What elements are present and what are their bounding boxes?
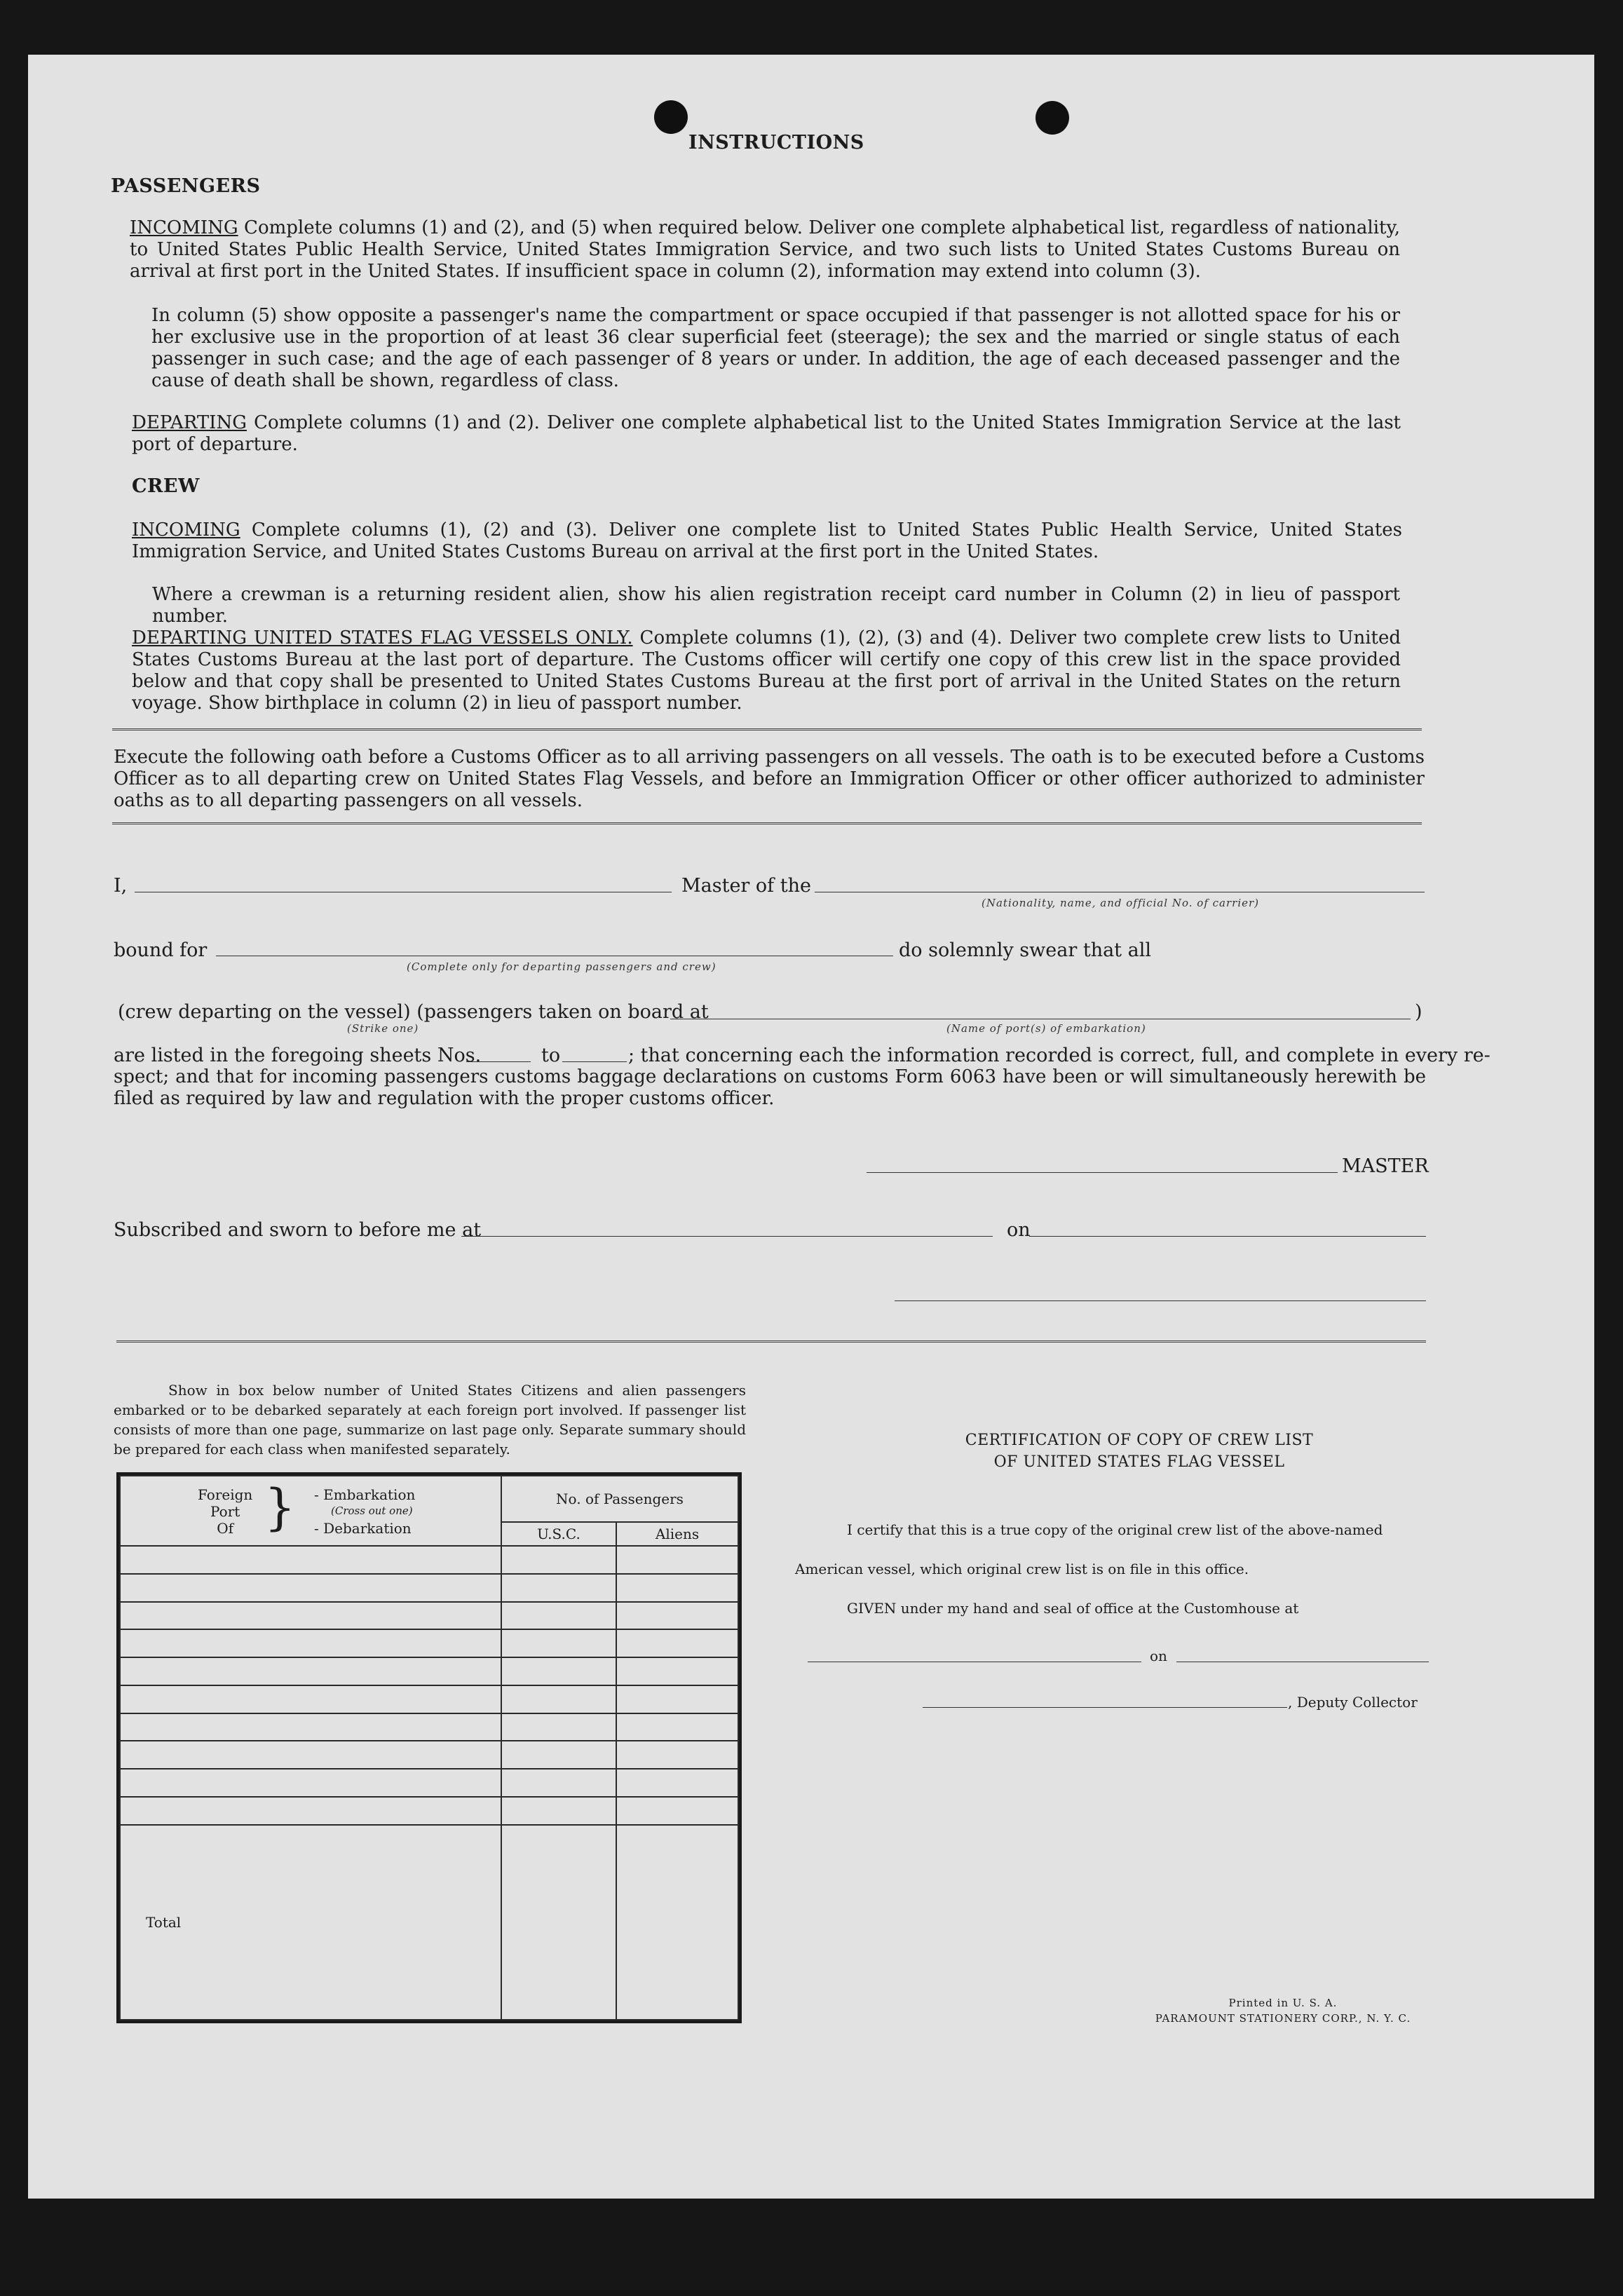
embarkation-option[interactable]: - Embarkation — [314, 1486, 416, 1503]
port-cell[interactable] — [120, 1574, 501, 1602]
column5-para: In column (5) show opposite a passenger's name the compartment or space occupied if that passenger is not allotted space for his or her exclusive use in the proportion of at least 36 clear superficial feet (steerage); the sex and the married or single status of each passenger in such case; and the age of each passenger of 8 years or under. In addition, the age of each deceased passenger and the cause of death shall be shown, regardless of class. — [151, 305, 1400, 391]
subscribed-place-field[interactable] — [461, 1236, 993, 1237]
port-cell[interactable] — [120, 1797, 501, 1825]
swear-text: do solemnly swear that all — [899, 939, 1151, 961]
table-row — [120, 1741, 738, 1769]
printer-line2: PARAMOUNT STATIONERY CORP., N. Y. C. — [1155, 2012, 1411, 2025]
foreign-port-of — [198, 1486, 252, 1537]
sheets-to-field[interactable] — [562, 1061, 627, 1062]
aliens-cell[interactable] — [616, 1629, 738, 1657]
aliens-cell[interactable] — [616, 1546, 738, 1574]
table-row — [120, 1713, 738, 1741]
given-text: GIVEN under my hand and seal of office at the Customhouse at — [847, 1600, 1299, 1617]
crew-incoming-label: INCOMING — [132, 519, 240, 541]
total-label: Total — [120, 1825, 501, 2020]
port-cell[interactable] — [120, 1629, 501, 1657]
usc-cell[interactable] — [501, 1574, 616, 1602]
port-cell[interactable] — [120, 1602, 501, 1630]
crew-passengers-text: (crew departing on the vessel) (passengers taken on board at — [118, 1001, 709, 1023]
aliens-cell[interactable] — [616, 1769, 738, 1797]
foreign-label: Foreign — [198, 1486, 253, 1503]
aliens-total-cell[interactable] — [616, 1825, 738, 2020]
box-instructions: Show in box below number of United States Citizens and alien passengers embarked or to be debarked separately at each foreign port involved. If passenger list consists of more than one page, summarize on last page only. Separate summary should be prepared for each class when manifested separately. — [114, 1382, 746, 1458]
passengers-departing-para — [132, 412, 1401, 456]
passengers-departing-label: DEPARTING — [132, 412, 247, 433]
bound-for-label: bound for — [114, 939, 208, 961]
table-row — [120, 1546, 738, 1574]
master-of-the-label: Master of the — [681, 875, 811, 897]
master-label: MASTER — [1342, 1155, 1429, 1177]
port-cell[interactable] — [120, 1713, 501, 1741]
port-cell[interactable] — [120, 1685, 501, 1713]
usc-cell[interactable] — [501, 1713, 616, 1741]
passengers-incoming-label: INCOMING — [130, 217, 238, 238]
punch-hole-right — [1035, 101, 1069, 135]
crew-departing-text: Complete columns (1), (2), (3) and (4). Deliver two complete crew lists to United States Customs Bureau at the last port of departure. The Customs officer will certify one copy of this crew list in the space provided below and that copy shall be presented to United States Customs Bureau at the first port of arrival in the United States on the return voyage. Show birthplace in column (2) in lieu of passport number. — [132, 627, 1401, 714]
table-row — [120, 1574, 738, 1602]
subscribed-label: Subscribed and sworn to before me at — [114, 1219, 482, 1241]
crew-departing-para — [132, 627, 1401, 714]
ports-caption: (Name of port(s) of embarkation) — [946, 1022, 1146, 1035]
table-row — [120, 1769, 738, 1797]
usc-cell[interactable] — [501, 1769, 616, 1797]
page-title: INSTRUCTIONS — [688, 132, 864, 154]
passengers-departing-text: Complete columns (1) and (2). Deliver one complete alphabetical list to the United States Immigration Service at the last port of departure. — [132, 412, 1401, 455]
listed-rest: spect; and that for incoming passengers customs baggage declarations on customs Form 6063 have been or will simultaneously herewith be filed as required by law and regulation with the proper customs officer. — [114, 1066, 1426, 1109]
port-cell[interactable] — [120, 1657, 501, 1685]
oath-i-label: I, — [114, 875, 128, 897]
subscribed-on-label: on — [1007, 1219, 1031, 1241]
carrier-caption: (Nationality, name, and official No. of carrier) — [982, 897, 1260, 909]
usc-total-cell[interactable] — [501, 1825, 616, 2020]
oath-instructions: Execute the following oath before a Customs Officer as to all arriving passengers on all vessels. The oath is to be executed before a Customs Officer as to all departing crew on United States Flag Vessels, and before an Immigration Officer or other officer authorized to administer oaths as to all departing passengers on all vessels. — [114, 747, 1425, 811]
crew-incoming-text: Complete columns (1), (2) and (3). Deliver one complete list to United States Public Health Service, United States Immigration Service, and United States Customs Bureau on arrival at the first port in the United States. — [132, 519, 1402, 562]
bound-for-caption: (Complete only for departing passengers and crew) — [407, 960, 717, 973]
table-row — [120, 1602, 738, 1630]
of-label: Of — [217, 1520, 234, 1537]
aliens-cell[interactable] — [616, 1574, 738, 1602]
aliens-header: Aliens — [616, 1522, 738, 1546]
certify-line1: I certify that this is a true copy of the original crew list of the above-named — [847, 1521, 1383, 1538]
port-cell[interactable] — [120, 1546, 501, 1574]
master-signature-field[interactable] — [867, 1172, 1338, 1173]
table-row — [120, 1685, 738, 1713]
port-header-cell — [120, 1476, 501, 1546]
aliens-cell[interactable] — [616, 1741, 738, 1769]
divider-rule-3 — [116, 1340, 1426, 1343]
listed-to: to — [541, 1045, 561, 1066]
passengers-heading: PASSENGERS — [111, 175, 261, 197]
officer-signature-field[interactable] — [895, 1300, 1426, 1301]
brace-icon: } — [264, 1479, 296, 1536]
crew-incoming-para — [132, 519, 1402, 563]
passengers-incoming-para — [130, 217, 1400, 283]
aliens-cell[interactable] — [616, 1602, 738, 1630]
table-row — [120, 1797, 738, 1825]
divider-rule-2 — [112, 822, 1422, 824]
port-cell[interactable] — [120, 1769, 501, 1797]
usc-cell[interactable] — [501, 1602, 616, 1630]
usc-header: U.S.C. — [501, 1522, 616, 1546]
usc-cell[interactable] — [501, 1657, 616, 1685]
certification-heading-line2: OF UNITED STATES FLAG VESSEL — [993, 1453, 1285, 1471]
strike-one-caption: (Strike one) — [347, 1022, 419, 1035]
printer-line1: Printed in U. S. A. — [1228, 1997, 1338, 2009]
sheets-from-field[interactable] — [466, 1061, 531, 1062]
passengers-incoming-text: Complete columns (1) and (2), and (5) when required below. Deliver one complete alphabetical list, regardless of nationality, to United States Public Health Service, United States Immigration Service, and two such lists to United States Customs Bureau on arrival at first port in the United States. If insufficient space in column (2), information may extend into column (3). — [130, 217, 1400, 282]
aliens-cell[interactable] — [616, 1797, 738, 1825]
listed-prefix: are listed in the foregoing sheets Nos. — [114, 1045, 482, 1066]
cross-out-caption: (Cross out one) — [331, 1504, 413, 1517]
divider-rule-1 — [112, 728, 1422, 731]
no-passengers-header: No. of Passengers — [501, 1476, 738, 1522]
usc-cell[interactable] — [501, 1546, 616, 1574]
certification-on-label: on — [1150, 1648, 1167, 1664]
usc-cell[interactable] — [501, 1629, 616, 1657]
certify-line2: American vessel, which original crew list is on file in this office. — [795, 1561, 1249, 1577]
listed-rest-line1: ; that concerning each the information recorded is correct, full, and complete in every re- — [628, 1045, 1490, 1066]
total-row — [120, 1825, 738, 2020]
form-page — [28, 55, 1594, 2199]
certification-heading — [897, 1429, 1381, 1473]
deputy-collector-label: , Deputy Collector — [1288, 1694, 1418, 1711]
debarkation-option[interactable]: - Debarkation — [314, 1520, 412, 1537]
usc-cell[interactable] — [501, 1685, 616, 1713]
crew-departing-label: DEPARTING UNITED STATES FLAG VESSELS ONLY. — [132, 627, 633, 648]
aliens-cell[interactable] — [616, 1713, 738, 1741]
port-label: Port — [210, 1503, 240, 1520]
printer-imprint — [1122, 1995, 1444, 2026]
passenger-summary-table — [116, 1472, 742, 2023]
close-paren: ) — [1415, 1001, 1422, 1023]
subscribed-date-field[interactable] — [1029, 1236, 1426, 1237]
crew-returning-para: Where a crewman is a returning resident alien, show his alien registration receipt card number in Column (2) in lieu of passport number. — [152, 584, 1400, 627]
aliens-cell[interactable] — [616, 1685, 738, 1713]
port-cell[interactable] — [120, 1741, 501, 1769]
crew-heading: CREW — [132, 475, 200, 497]
usc-cell[interactable] — [501, 1797, 616, 1825]
certification-heading-line1: CERTIFICATION OF COPY OF CREW LIST — [965, 1432, 1314, 1449]
usc-cell[interactable] — [501, 1741, 616, 1769]
table-row — [120, 1657, 738, 1685]
aliens-cell[interactable] — [616, 1657, 738, 1685]
table-row — [120, 1629, 738, 1657]
punch-hole-left — [654, 100, 688, 134]
deputy-collector-signature-field[interactable] — [923, 1707, 1287, 1708]
